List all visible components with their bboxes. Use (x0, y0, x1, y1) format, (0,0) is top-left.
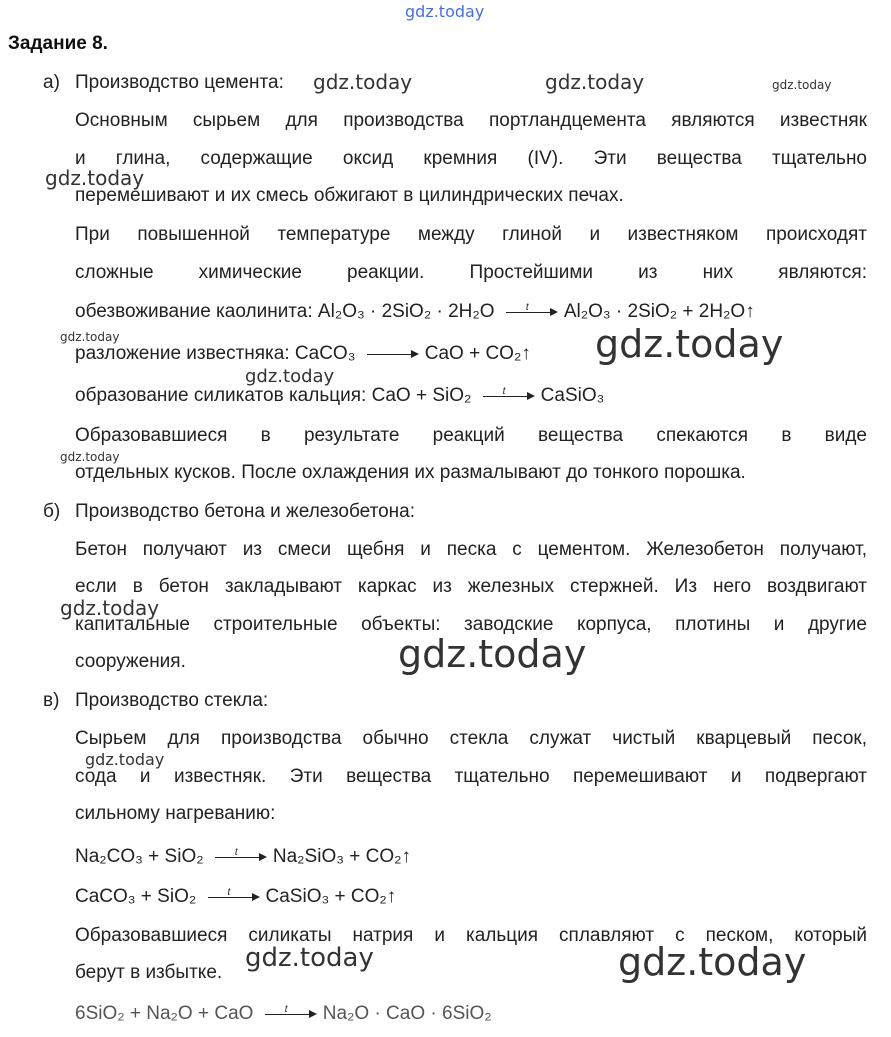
section-a-line-5: сложные химические реакции. Простейшими из них являются: (75, 262, 867, 283)
section-a-line-4: При повышенной температуре между глиной и известняком происходят (75, 224, 867, 245)
reaction-glass-final (75, 1003, 492, 1025)
reaction-lhs: CaCO₃ (294, 343, 356, 364)
reaction-lhs: 6SiO₂ + Na₂O + CaO (75, 1003, 254, 1024)
reaction-label: образование силикатов кальция: (75, 385, 367, 406)
reaction-label: обезвоживание каолинита: (75, 301, 313, 322)
section-b-marker: б) (43, 501, 61, 522)
watermark: gdz.today (60, 596, 160, 620)
reaction-arrow-icon (367, 348, 419, 360)
section-c-after-1: Образовавшиеся силикаты натрия и кальция сплавляют с песком, который (75, 925, 867, 946)
watermark: gdz.today (245, 943, 374, 973)
section-b-line-1: Бетон получают из смеси щебня и песка с цементом. Железобетон получают, (75, 539, 867, 560)
section-b-line-4: сооружения. (75, 651, 186, 672)
watermark: gdz.today (85, 750, 165, 769)
reaction-rhs: CaSiO₃ (540, 385, 605, 406)
watermark: gdz.today (45, 166, 145, 190)
reaction-kaolinite (75, 301, 755, 323)
reaction-lhs: CaO + SiO₂ (371, 385, 472, 406)
reaction-condition: t (284, 1003, 288, 1015)
section-b-line-3: капитальные строительные объекты: заводские корпуса, плотины и другие (75, 614, 867, 635)
reaction-arrow-icon (208, 886, 260, 903)
reaction-rhs: Al₂O₃ · 2SiO₂ + 2H₂O↑ (563, 301, 755, 322)
watermark: gdz.today (245, 366, 335, 387)
section-c-line-2: сода и известняк. Эти вещества тщательно перемешивают и подвергают (75, 766, 867, 787)
reaction-arrow-icon (506, 301, 558, 318)
section-a-heading: Производство цемента: (75, 72, 284, 93)
reaction-condition: t (234, 846, 238, 858)
watermark: gdz.today (313, 70, 413, 94)
section-c-marker: в) (43, 690, 60, 711)
reaction-arrow-icon (483, 385, 535, 402)
reaction-lhs: Al₂O₃ · 2SiO₂ · 2H₂O (317, 301, 495, 322)
reaction-sodium-silicate (75, 846, 411, 868)
section-a-line-1: Основным сырьем для производства портландцемента являются известняк (75, 110, 867, 131)
section-a-after-1: Образовавшиеся в результате реакций вещества спекаются в виде (75, 425, 867, 446)
section-b-line-2: если в бетон закладывают каркас из железных стержней. Из него воздвигают (75, 576, 867, 597)
reaction-arrow-icon (215, 846, 267, 863)
reaction-calcium-silicate-glass (75, 886, 396, 908)
reaction-calcium-silicate (75, 385, 604, 407)
reaction-condition: t (502, 385, 506, 397)
watermark: gdz.today (60, 450, 120, 464)
section-a-after-2: отдельных кусков. После охлаждения их размалывают до тонкого порошка. (75, 462, 746, 483)
watermark: gdz.today (398, 632, 587, 676)
reaction-rhs: Na₂O · CaO · 6SiO₂ (322, 1003, 492, 1024)
reaction-rhs: Na₂SiO₃ + CO₂↑ (272, 846, 411, 867)
section-b-heading: Производство бетона и железобетона: (75, 501, 415, 522)
reaction-label: разложение известняка: (75, 343, 290, 364)
section-c-line-3: сильному нагреванию: (75, 803, 276, 824)
watermark: gdz.today (405, 2, 485, 21)
watermark: gdz.today (545, 70, 645, 94)
reaction-limestone (75, 343, 531, 365)
section-c-line-1: Сырьем для производства обычно стекла служат чистый кварцевый песок, (75, 728, 867, 749)
section-a-marker: а) (43, 72, 60, 93)
section-a-line-3: перемешивают и их смесь обжигают в цилиндрических печах. (75, 185, 624, 206)
watermark: gdz.today (60, 330, 120, 344)
watermark: gdz.today (772, 78, 832, 92)
reaction-lhs: CaCO₃ + SiO₂ (75, 886, 197, 907)
section-c-heading: Производство стекла: (75, 690, 269, 711)
reaction-arrow-icon (265, 1003, 317, 1020)
watermark: gdz.today (618, 940, 807, 984)
reaction-rhs: CaSiO₃ + CO₂↑ (265, 886, 397, 907)
reaction-condition: t (227, 886, 231, 898)
reaction-rhs: CaO + CO₂↑ (424, 343, 531, 364)
reaction-lhs: Na₂CO₃ + SiO₂ (75, 846, 204, 867)
section-a-line-2: и глина, содержащие оксид кремния (IV). Эти вещества тщательно (75, 148, 867, 169)
task-title: Задание 8. (8, 33, 108, 54)
reaction-condition: t (525, 301, 529, 313)
watermark: gdz.today (595, 322, 784, 366)
section-c-after-2: берут в избытке. (75, 962, 223, 983)
